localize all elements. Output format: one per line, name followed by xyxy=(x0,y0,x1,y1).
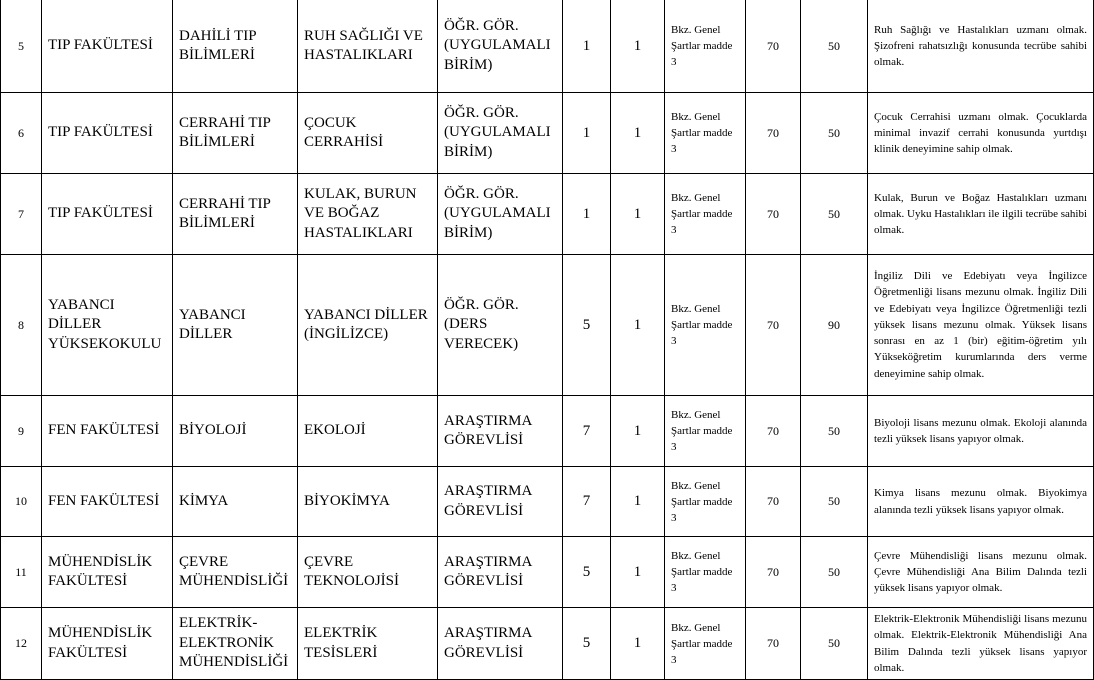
count-cell: 1 xyxy=(611,174,665,255)
program-cell: ELEKTRİK TESİSLERİ xyxy=(298,608,438,680)
count-cell: 1 xyxy=(611,608,665,680)
table-row xyxy=(1,396,1094,467)
language-cell: 50 xyxy=(801,608,868,680)
program-cell: ÇOCUK CERRAHİSİ xyxy=(298,93,438,174)
degree-cell: 1 xyxy=(563,0,611,93)
conditions-cell: Bkz. Genel Şartlar madde 3 xyxy=(665,537,746,608)
title-cell: ARAŞTIRMA GÖREVLİSİ xyxy=(438,467,563,537)
row-number: 11 xyxy=(1,537,42,608)
department-cell: CERRAHİ TIP BİLİMLERİ xyxy=(173,174,298,255)
count-cell: 1 xyxy=(611,255,665,396)
department-cell: YABANCI DİLLER xyxy=(173,255,298,396)
language-cell: 50 xyxy=(801,396,868,467)
table-row xyxy=(1,537,1094,608)
degree-cell: 7 xyxy=(563,396,611,467)
title-cell: ARAŞTIRMA GÖREVLİSİ xyxy=(438,396,563,467)
program-cell: KULAK, BURUN VE BOĞAZ HASTALIKLARI xyxy=(298,174,438,255)
table-row xyxy=(1,174,1094,255)
conditions-cell: Bkz. Genel Şartlar madde 3 xyxy=(665,608,746,680)
description-cell: Elektrik-Elektronik Mühendisliği lisans mezunu olmak. Elektrik-Elektronik Mühendisliği Ana Bilim Dalında tezli yüksek lisans yapıyor olmak. xyxy=(868,608,1094,680)
table-row xyxy=(1,467,1094,537)
title-cell: ÖĞR. GÖR. (DERS VERECEK) xyxy=(438,255,563,396)
degree-cell: 5 xyxy=(563,537,611,608)
table-row xyxy=(1,93,1094,174)
title-cell: ARAŞTIRMA GÖREVLİSİ xyxy=(438,537,563,608)
language-cell: 50 xyxy=(801,467,868,537)
conditions-cell: Bkz. Genel Şartlar madde 3 xyxy=(665,93,746,174)
description-cell: Çevre Mühendisliği lisans mezunu olmak. Çevre Mühendisliği Ana Bilim Dalında tezli yüksek lisans yapıyor olmak. xyxy=(868,537,1094,608)
count-cell: 1 xyxy=(611,537,665,608)
table-row xyxy=(1,255,1094,396)
ales-cell: 70 xyxy=(746,174,801,255)
table-row xyxy=(1,0,1094,93)
language-cell: 90 xyxy=(801,255,868,396)
degree-cell: 5 xyxy=(563,255,611,396)
program-cell: ÇEVRE TEKNOLOJİSİ xyxy=(298,537,438,608)
degree-cell: 5 xyxy=(563,608,611,680)
faculty-cell: FEN FAKÜLTESİ xyxy=(42,396,173,467)
program-cell: YABANCI DİLLER (İNGİLİZCE) xyxy=(298,255,438,396)
title-cell: ÖĞR. GÖR. (UYGULAMALI BİRİM) xyxy=(438,0,563,93)
count-cell: 1 xyxy=(611,467,665,537)
table-row xyxy=(1,608,1094,680)
faculty-cell: YABANCI DİLLER YÜKSEKOKULU xyxy=(42,255,173,396)
conditions-cell: Bkz. Genel Şartlar madde 3 xyxy=(665,0,746,93)
row-number: 12 xyxy=(1,608,42,680)
description-cell: Ruh Sağlığı ve Hastalıkları uzmanı olmak. Şizofreni rahatsızlığı konusunda tecrübe sahibi olmak. xyxy=(868,0,1094,93)
language-cell: 50 xyxy=(801,174,868,255)
department-cell: KİMYA xyxy=(173,467,298,537)
language-cell: 50 xyxy=(801,93,868,174)
row-number: 10 xyxy=(1,467,42,537)
department-cell: ELEKTRİK-ELEKTRONİK MÜHENDİSLİĞİ xyxy=(173,608,298,680)
title-cell: ÖĞR. GÖR. (UYGULAMALI BİRİM) xyxy=(438,174,563,255)
count-cell: 1 xyxy=(611,93,665,174)
ales-cell: 70 xyxy=(746,396,801,467)
row-number: 6 xyxy=(1,93,42,174)
faculty-cell: FEN FAKÜLTESİ xyxy=(42,467,173,537)
row-number: 7 xyxy=(1,174,42,255)
ales-cell: 70 xyxy=(746,255,801,396)
description-cell: Kimya lisans mezunu olmak. Biyokimya alanında tezli yüksek lisans yapıyor olmak. xyxy=(868,467,1094,537)
faculty-cell: TIP FAKÜLTESİ xyxy=(42,93,173,174)
conditions-cell: Bkz. Genel Şartlar madde 3 xyxy=(665,467,746,537)
language-cell: 50 xyxy=(801,0,868,93)
department-cell: CERRAHİ TIP BİLİMLERİ xyxy=(173,93,298,174)
department-cell: BİYOLOJİ xyxy=(173,396,298,467)
department-cell: DAHİLİ TIP BİLİMLERİ xyxy=(173,0,298,93)
row-number: 9 xyxy=(1,396,42,467)
ales-cell: 70 xyxy=(746,537,801,608)
count-cell: 1 xyxy=(611,0,665,93)
faculty-cell: MÜHENDİSLİK FAKÜLTESİ xyxy=(42,608,173,680)
ales-cell: 70 xyxy=(746,608,801,680)
count-cell: 1 xyxy=(611,396,665,467)
row-number: 5 xyxy=(1,0,42,93)
conditions-cell: Bkz. Genel Şartlar madde 3 xyxy=(665,396,746,467)
degree-cell: 1 xyxy=(563,174,611,255)
conditions-cell: Bkz. Genel Şartlar madde 3 xyxy=(665,255,746,396)
ales-cell: 70 xyxy=(746,467,801,537)
title-cell: ARAŞTIRMA GÖREVLİSİ xyxy=(438,608,563,680)
faculty-cell: TIP FAKÜLTESİ xyxy=(42,174,173,255)
ales-cell: 70 xyxy=(746,93,801,174)
description-cell: Biyoloji lisans mezunu olmak. Ekoloji alanında tezli yüksek lisans yapıyor olmak. xyxy=(868,396,1094,467)
ales-cell: 70 xyxy=(746,0,801,93)
description-cell: Kulak, Burun ve Boğaz Hastalıkları uzmanı olmak. Uyku Hastalıkları ile ilgili tecrübe sahibi olmak. xyxy=(868,174,1094,255)
degree-cell: 7 xyxy=(563,467,611,537)
conditions-cell: Bkz. Genel Şartlar madde 3 xyxy=(665,174,746,255)
department-cell: ÇEVRE MÜHENDİSLİĞİ xyxy=(173,537,298,608)
row-number: 8 xyxy=(1,255,42,396)
description-cell: Çocuk Cerrahisi uzmanı olmak. Çocuklarda minimal invazif cerrahi konusunda yurtdışı klinik deneyimine sahip olmak. xyxy=(868,93,1094,174)
program-cell: RUH SAĞLIĞI VE HASTALIKLARI xyxy=(298,0,438,93)
language-cell: 50 xyxy=(801,537,868,608)
faculty-cell: MÜHENDİSLİK FAKÜLTESİ xyxy=(42,537,173,608)
title-cell: ÖĞR. GÖR. (UYGULAMALI BİRİM) xyxy=(438,93,563,174)
program-cell: EKOLOJİ xyxy=(298,396,438,467)
program-cell: BİYOKİMYA xyxy=(298,467,438,537)
degree-cell: 1 xyxy=(563,93,611,174)
description-cell: İngiliz Dili ve Edebiyatı veya İngilizce Öğretmenliği lisans mezunu olmak. İngiliz Dili ve Edebiyatı veya İngilizce Öğretmenliği tezli yüksek lisans mezunu olmak. Yüksek lisans sonrası en az 1 (bir) eğitim-öğretim yılı Yükseköğretim kurumlarında ders verme deneyimine sahip olmak. xyxy=(868,255,1094,396)
faculty-cell: TIP FAKÜLTESİ xyxy=(42,0,173,93)
